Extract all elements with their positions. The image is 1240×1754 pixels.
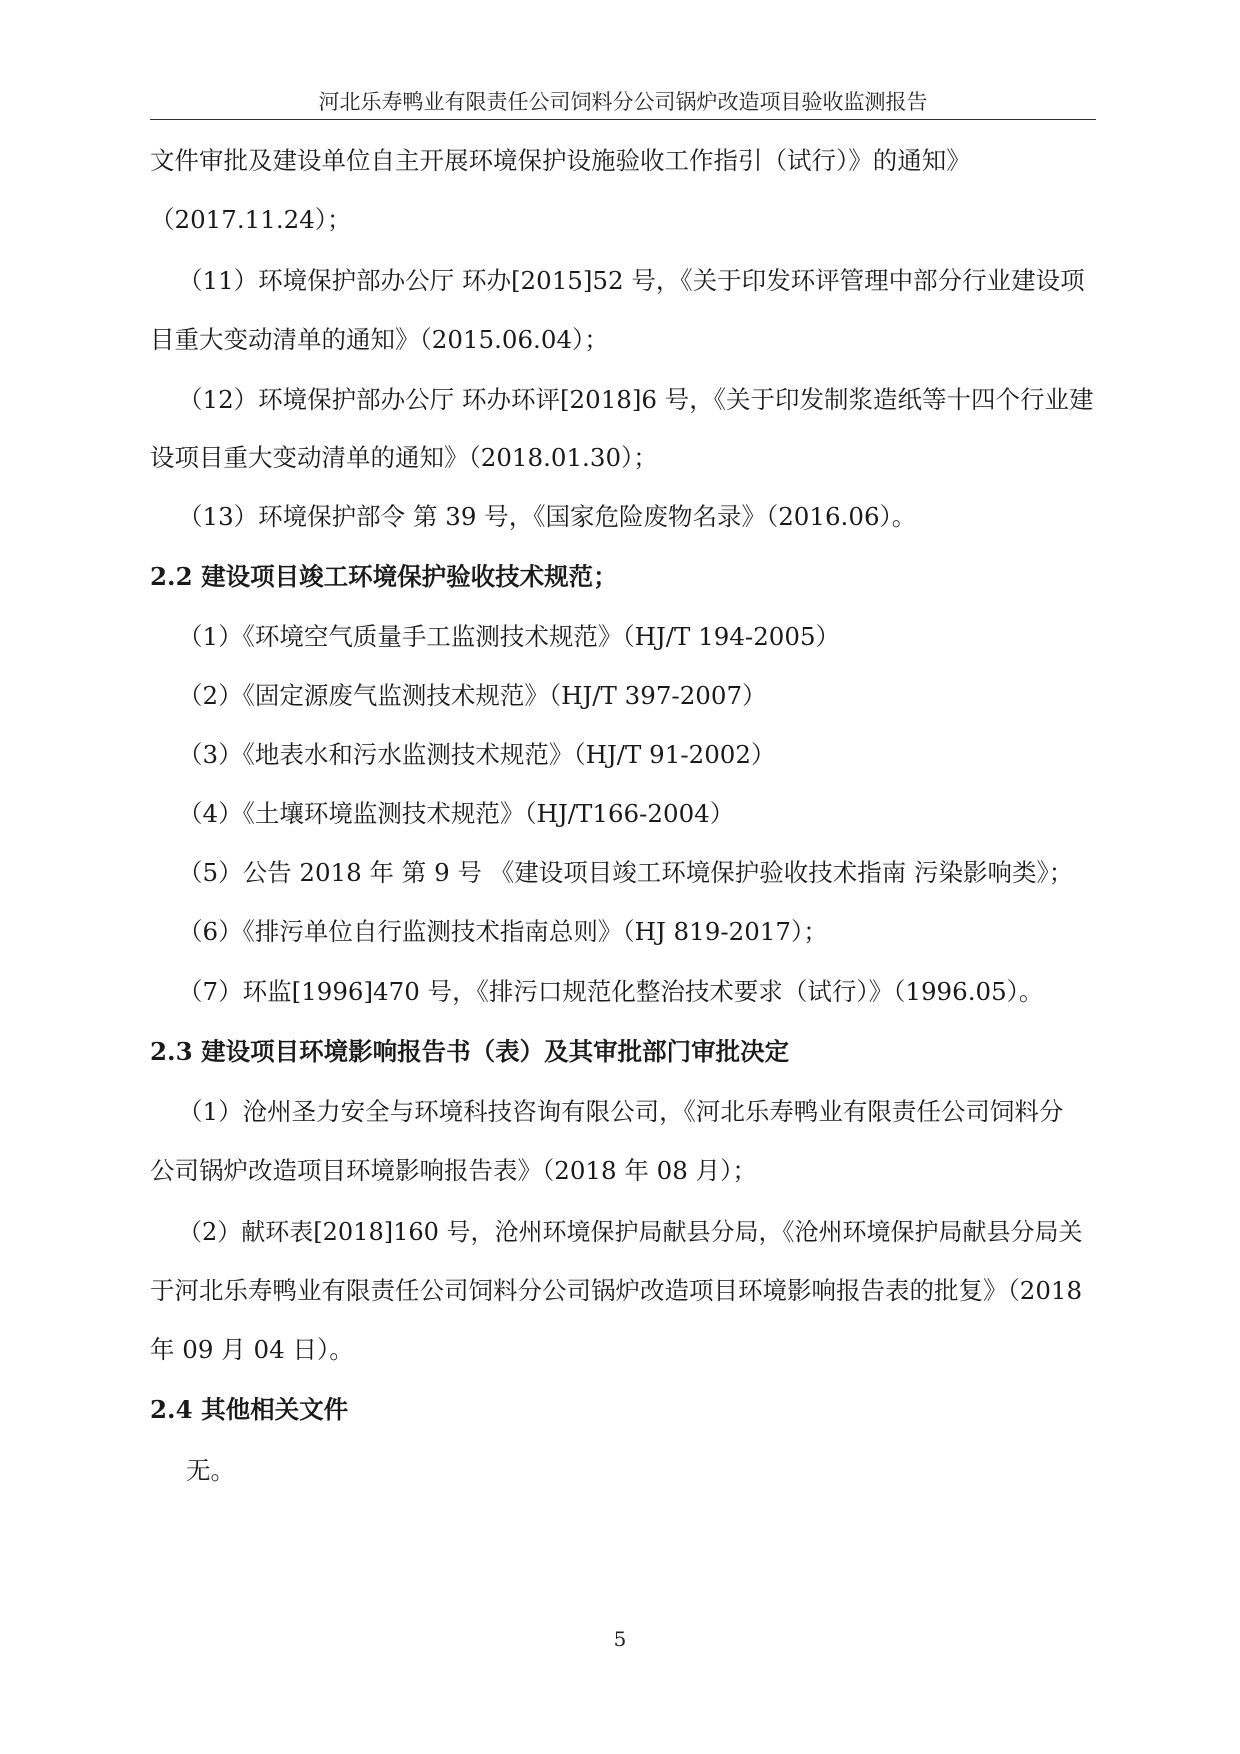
list-item: （6）《排污单位自行监测技术指南总则》（HJ 819-2017）； <box>178 917 828 946</box>
section-heading: 2.2 建设项目竣工环境保护验收技术规范； <box>150 562 618 591</box>
paragraph-line: 无。 <box>186 1456 235 1485</box>
section-heading: 2.4 其他相关文件 <box>150 1395 349 1424</box>
paragraph-line: （13）环境保护部令 第 39 号，《国家危险废物名录》（2016.06）。 <box>178 502 917 531</box>
list-item: （7）环监[1996]470 号，《排污口规范化整治技术要求（试行）》（1996.05）。 <box>178 977 1044 1006</box>
paragraph-line: 年 09 月 04 日）。 <box>150 1335 354 1364</box>
paragraph-line: （12）环境保护部办公厅 环办环评[2018]6 号，《关于印发制浆造纸等十四个行业建 <box>178 385 1094 414</box>
paragraph-line: （2）献环表[2018]160 号，沧州环境保护局献县分局，《沧州环境保护局献县分局关 <box>178 1218 1083 1246</box>
page-number: 5 <box>613 1627 627 1651</box>
paragraph-line: 目重大变动清单的通知》（2015.06.04）； <box>150 325 609 354</box>
paragraph-line: 公司锅炉改造项目环境影响报告表》（2018 年 08 月）； <box>150 1156 757 1185</box>
section-heading: 2.3 建设项目环境影响报告书（表）及其审批部门审批决定 <box>150 1037 790 1066</box>
paragraph-line: 文件审批及建设单位自主开展环境保护设施验收工作指引（试行）》的通知》 <box>150 146 971 175</box>
paragraph-line: （2017.11.24）； <box>150 205 352 234</box>
header-rule <box>150 119 1096 120</box>
paragraph-line: 设项目重大变动清单的通知》（2018.01.30）； <box>150 443 658 472</box>
list-item: （2）《固定源废气监测技术规范》（HJ/T 397-2007） <box>178 681 767 710</box>
paragraph-line: 于河北乐寿鸭业有限责任公司饲料分公司锅炉改造项目环境影响报告表的批复》（2018 <box>150 1276 1083 1305</box>
running-header: 河北乐寿鸭业有限责任公司饲料分公司锅炉改造项目验收监测报告 <box>318 90 928 114</box>
list-item: （3）《地表水和污水监测技术规范》（HJ/T 91-2002） <box>178 740 776 769</box>
list-item: （5）公告 2018 年 第 9 号 《建设项目竣工环境保护验收技术指南 污染影响类》； <box>178 858 1074 887</box>
list-item: （1）《环境空气质量手工监测技术规范》（HJ/T 194-2005） <box>178 622 841 651</box>
paragraph-line: （11）环境保护部办公厅 环办[2015]52 号，《关于印发环评管理中部分行业建设项 <box>178 266 1085 295</box>
paragraph-line: （1）沧州圣力安全与环境科技咨询有限公司，《河北乐寿鸭业有限责任公司饲料分 <box>178 1097 1064 1126</box>
list-item: （4）《土壤环境监测技术规范》（HJ/T166-2004） <box>178 799 735 828</box>
